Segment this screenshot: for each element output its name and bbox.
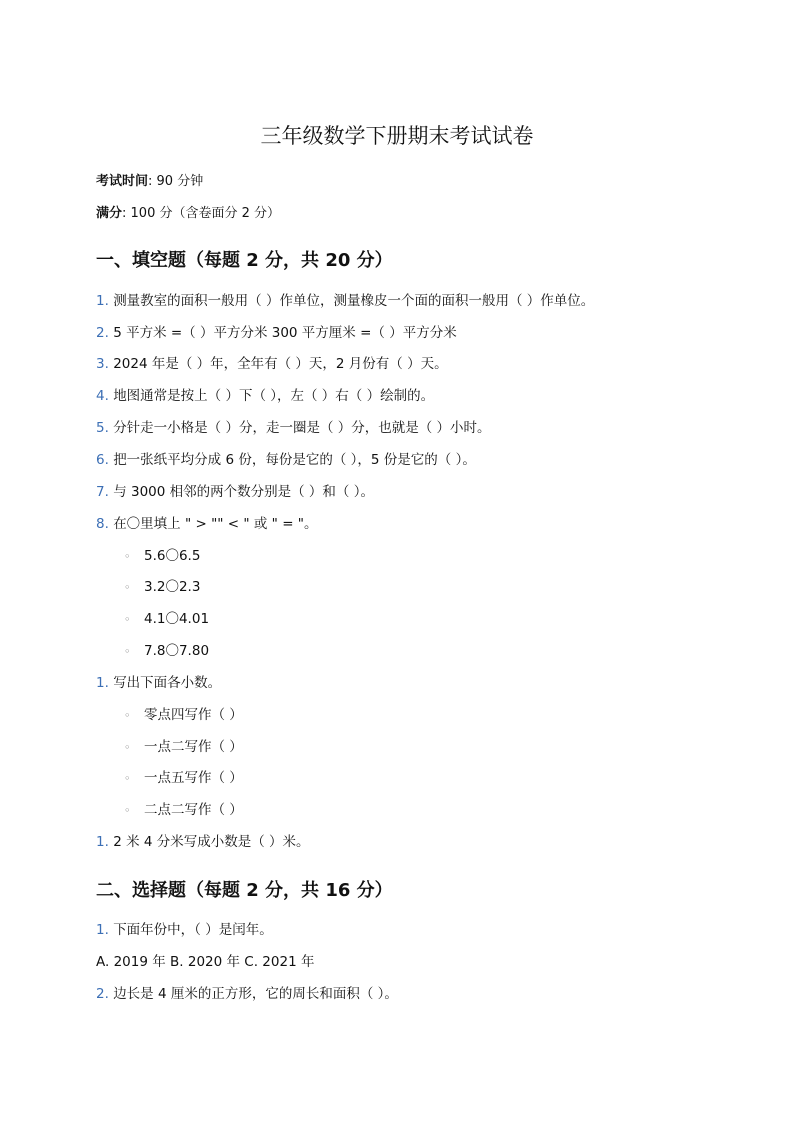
question-text: 测量教室的面积一般用（ ）作单位，测量橡皮一个面的面积一般用（ ）作单位。 <box>113 293 595 309</box>
full-score-label: 满分 <box>96 206 123 221</box>
compare-item <box>124 544 200 564</box>
bullet-icon: ◦ <box>124 645 131 658</box>
decimal-item <box>124 735 243 755</box>
bullet-icon: ◦ <box>124 613 131 626</box>
decimal-item <box>124 798 243 818</box>
question-number: 1. <box>96 293 109 309</box>
question-number: 4. <box>96 388 109 404</box>
exam-time-label: 考试时间 <box>96 174 149 189</box>
question-text: 地图通常是按上（ ）下（ ），左（ ）右（ ）绘制的。 <box>113 388 435 404</box>
question-item <box>96 321 457 341</box>
bullet-icon: ◦ <box>124 581 131 594</box>
question-number: 1. <box>96 675 109 691</box>
compare-text: 7.8〇7.80 <box>144 643 210 659</box>
question-text: 把一张纸平均分成 6 份，每份是它的（ ），5 份是它的（ ）。 <box>113 452 476 468</box>
question-text: 与 3000 相邻的两个数分别是（ ）和（ ）。 <box>113 484 374 500</box>
question-item <box>96 982 398 1002</box>
section-fill-blank-heading: 一、填空题（每题 2 分，共 20 分） <box>96 250 393 271</box>
question-text: 分针走一小格是（ ）分，走一圈是（ ）分，也就是（ ）小时。 <box>113 420 491 436</box>
question-text: 边长是 4 厘米的正方形，它的周长和面积（ ）。 <box>113 986 398 1002</box>
question-number: 1. <box>96 922 109 938</box>
decimal-text: 一点二写作（ ） <box>144 739 243 755</box>
question-number: 6. <box>96 452 109 468</box>
colon: : <box>148 174 157 189</box>
compare-item <box>124 607 209 627</box>
decimal-text: 一点五写作（ ） <box>144 770 243 786</box>
question-text: 写出下面各小数。 <box>113 675 222 691</box>
question-item <box>96 480 374 500</box>
decimal-text: 二点二写作（ ） <box>144 802 243 818</box>
full-score-value: 100 分（含卷面分 2 分） <box>130 206 281 221</box>
question-number: 2. <box>96 986 109 1002</box>
question-item <box>96 512 318 532</box>
question-number: 2. <box>96 325 109 341</box>
question-number: 7. <box>96 484 109 500</box>
compare-text: 4.1〇4.01 <box>144 611 210 627</box>
decimal-item <box>124 703 243 723</box>
full-score <box>96 202 280 221</box>
question-number: 1. <box>96 834 109 850</box>
decimal-text: 零点四写作（ ） <box>144 707 243 723</box>
question-text: 下面年份中，（ ）是闰年。 <box>113 922 273 938</box>
question-item <box>96 416 491 436</box>
question-text: 5 平方米 =（ ）平方分米 300 平方厘米 =（ ）平方分米 <box>113 325 457 341</box>
question-text: 在〇里填上 " > "" < " 或 " = "。 <box>113 516 318 532</box>
question-number: 3. <box>96 356 109 372</box>
question-item <box>96 671 221 691</box>
colon: : <box>122 206 131 221</box>
question-number: 8. <box>96 516 109 532</box>
bullet-icon: ◦ <box>124 772 131 785</box>
question-item <box>96 918 273 938</box>
question-number: 5. <box>96 420 109 436</box>
compare-item <box>124 639 209 659</box>
question-item <box>96 289 594 309</box>
compare-text: 5.6〇6.5 <box>144 548 201 564</box>
exam-time <box>96 170 203 189</box>
exam-time-value: 90 分钟 <box>156 174 204 189</box>
question-options: A. 2019 年 B. 2020 年 C. 2021 年 <box>96 954 315 970</box>
decimal-item <box>124 766 243 786</box>
question-item <box>96 448 476 468</box>
bullet-icon: ◦ <box>124 741 131 754</box>
question-item <box>96 830 310 850</box>
question-text: 2 米 4 分米写成小数是（ ）米。 <box>113 834 310 850</box>
question-item <box>96 384 434 404</box>
question-text: 2024 年是（ ）年，全年有（ ）天，2 月份有（ ）天。 <box>113 356 448 372</box>
bullet-icon: ◦ <box>124 550 131 563</box>
compare-text: 3.2〇2.3 <box>144 579 201 595</box>
section-choice-heading: 二、选择题（每题 2 分，共 16 分） <box>96 880 393 901</box>
bullet-icon: ◦ <box>124 804 131 817</box>
question-item <box>96 352 448 372</box>
compare-item <box>124 575 200 595</box>
bullet-icon: ◦ <box>124 709 131 722</box>
page-title: 三年级数学下册期末考试试卷 <box>260 124 534 148</box>
